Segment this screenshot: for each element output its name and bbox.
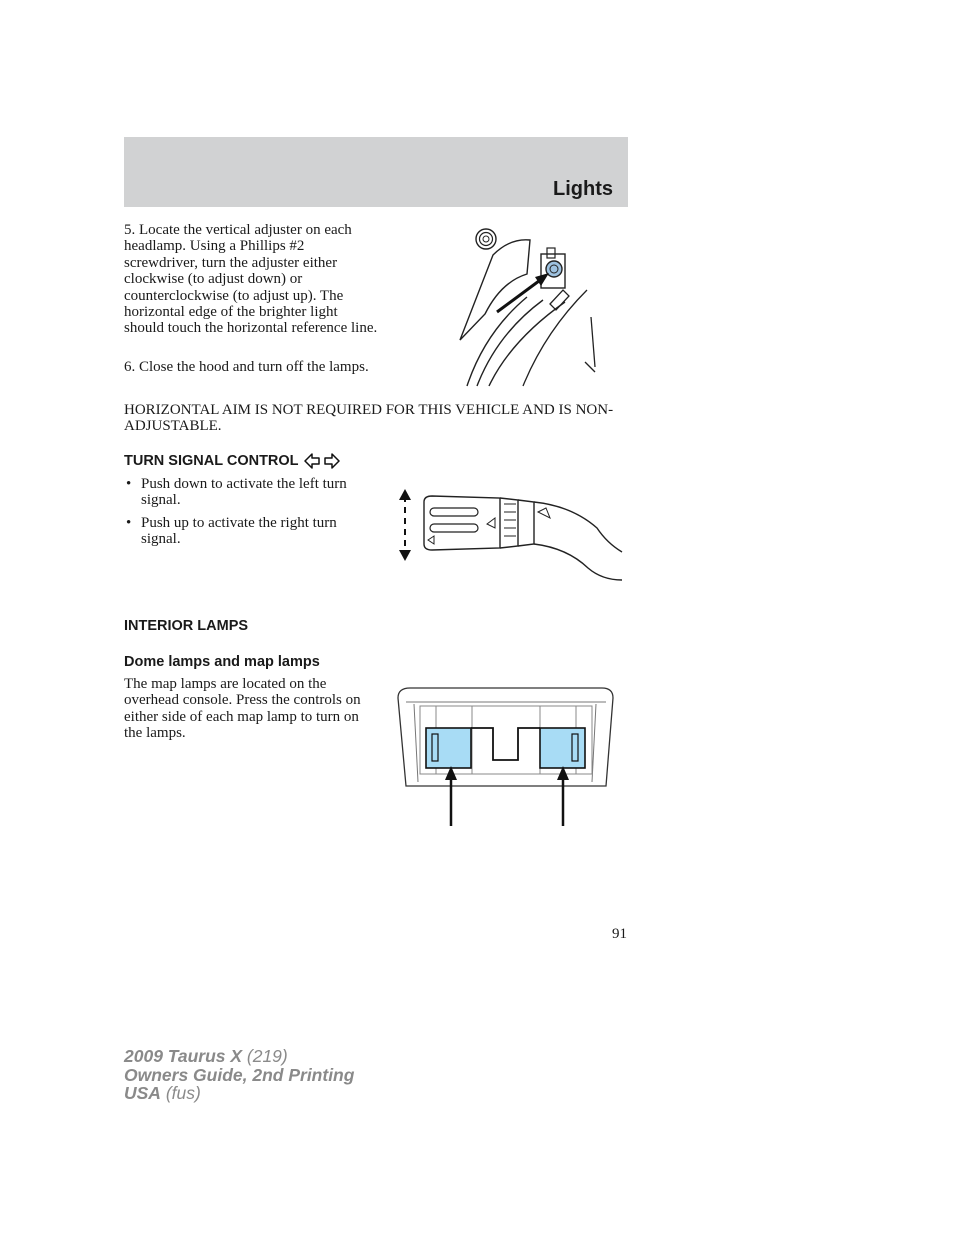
list-item: • Push down to activate the left turn signal. (124, 476, 379, 509)
overhead-console-figure (396, 686, 616, 828)
footer-region-code: (fus) (160, 1083, 201, 1103)
turn-signal-heading (124, 452, 340, 470)
map-lamps-text: The map lamps are located on the overhead console. Press the controls on either side of each map lamp to turn on the lamps. (124, 676, 361, 742)
horizontal-aim-note: HORIZONTAL AIM IS NOT REQUIRED FOR THIS VEHICLE AND IS NON-ADJUSTABLE. (124, 402, 614, 435)
section-header-band (124, 137, 628, 207)
footer-edition (124, 1047, 354, 1103)
headlamp-adjuster-figure (455, 222, 605, 390)
interior-lamps-heading: INTERIOR LAMPS (124, 618, 249, 634)
turn-signal-bullets (124, 476, 379, 554)
turn-signal-heading-text: TURN SIGNAL CONTROL (124, 453, 299, 469)
footer-model: 2009 Taurus X (124, 1046, 243, 1066)
dome-lamps-subheading: Dome lamps and map lamps (124, 654, 320, 670)
list-item: • Push up to activate the right turn signal. (124, 515, 379, 548)
turn-signal-arrows-icon (304, 452, 340, 470)
turn-signal-stalk-figure (392, 488, 624, 582)
footer-model-code: (219) (242, 1046, 288, 1066)
step-6-text: 6. Close the hood and turn off the lamps. (124, 359, 369, 375)
footer-region: USA (124, 1083, 161, 1103)
page-number: 91 (612, 926, 627, 942)
step-5-text: 5. Locate the vertical adjuster on each headlamp. Using a Phillips #2 screwdriver, turn the adjuster either clockwise (to adjust down) or counterclockwise (to adjust up). The horizontal edge of the brighter light should touch the horizontal reference line. (124, 222, 378, 337)
footer-guide: Owners Guide, 2nd Printing (124, 1064, 355, 1085)
section-title: Lights (553, 178, 613, 200)
